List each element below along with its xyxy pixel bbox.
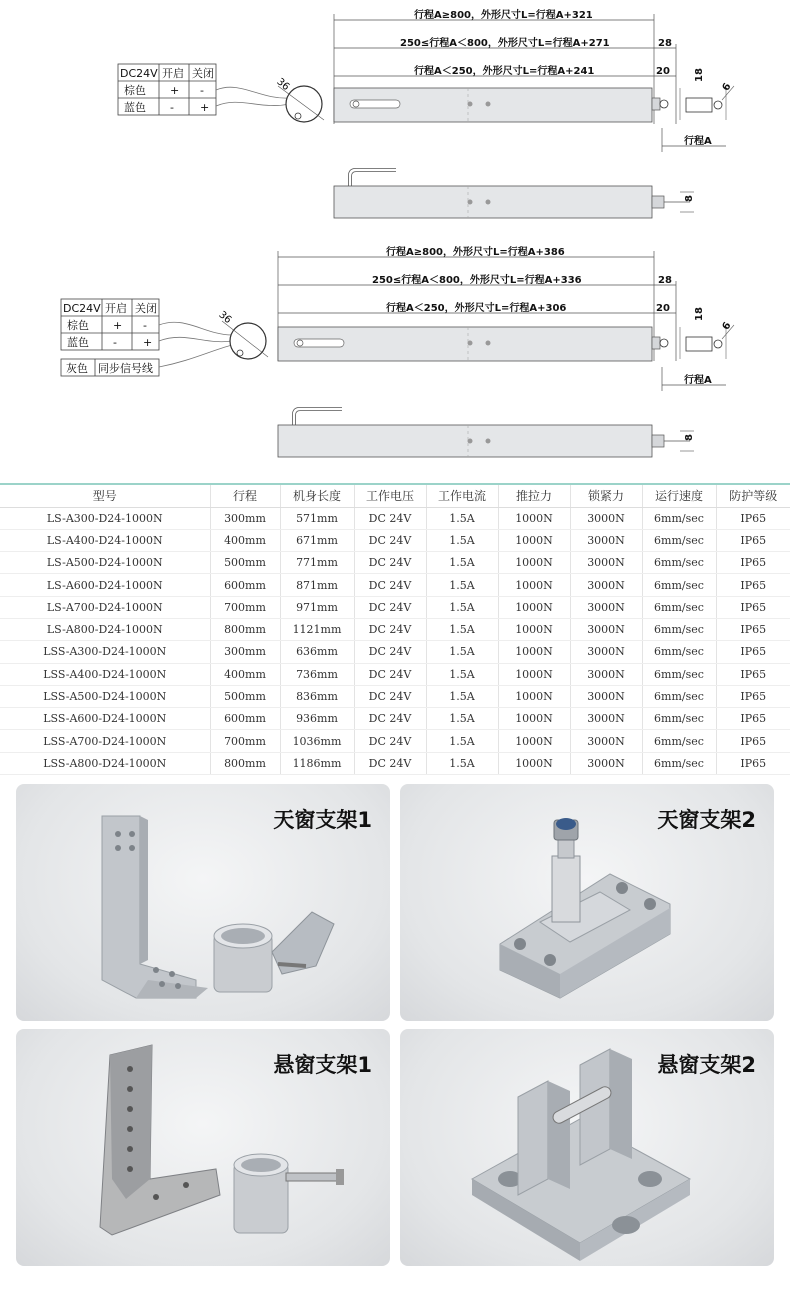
wiring-table-2 [61, 299, 159, 376]
spec-cell: DC 24V [354, 507, 426, 529]
spec-cell: 1.5A [426, 752, 498, 774]
spec-cell: 6mm/sec [642, 752, 716, 774]
stroke-label-2: 行程A [684, 375, 712, 386]
wiring-value: - [113, 336, 117, 349]
spec-cell: 971mm [280, 596, 354, 618]
wiring-value: + [143, 336, 153, 349]
spec-cell: 3000N [570, 574, 642, 596]
table-row [0, 596, 790, 618]
actuator-body-2 [278, 327, 668, 361]
spec-cell: DC 24V [354, 529, 426, 551]
photo-title: 天窗支架1 [273, 808, 372, 832]
spec-cell: IP65 [716, 574, 790, 596]
spec-cell: IP65 [716, 663, 790, 685]
spec-header-cell: 推拉力 [498, 484, 570, 507]
spec-cell: 1000N [498, 507, 570, 529]
spec-cell: 1000N [498, 596, 570, 618]
spec-cell: 3000N [570, 596, 642, 618]
spec-table [0, 483, 790, 775]
spec-cell: DC 24V [354, 618, 426, 640]
spec-cell: 600mm [210, 574, 280, 596]
spec-cell: 3000N [570, 641, 642, 663]
spec-header-cell: 机身长度 [280, 484, 354, 507]
table-row [0, 618, 790, 640]
spec-cell: 3000N [570, 730, 642, 752]
model-cell: LSS-A700-D24-1000N [0, 730, 210, 752]
spec-cell: DC 24V [354, 641, 426, 663]
photo-title: 悬窗支架1 [273, 1053, 372, 1077]
model-cell: LS-A700-D24-1000N [0, 596, 210, 618]
end-view-circle-1 [274, 76, 324, 122]
dimension-label-18: 18 [694, 307, 705, 321]
wiring-color-brown: 棕色 [67, 319, 89, 332]
spec-cell: 1.5A [426, 618, 498, 640]
table-row [0, 574, 790, 596]
spec-cell: 1000N [498, 663, 570, 685]
table-row [0, 685, 790, 707]
spec-cell: 1000N [498, 529, 570, 551]
spec-cell: 871mm [280, 574, 354, 596]
spec-cell: IP65 [716, 507, 790, 529]
spec-cell: 1.5A [426, 529, 498, 551]
dimension-label-short: 行程A＜250，外形尺寸L=行程A+241 [414, 66, 595, 77]
spec-cell: 1000N [498, 685, 570, 707]
table-row [0, 641, 790, 663]
photo-title: 天窗支架2 [657, 808, 756, 832]
spec-cell: DC 24V [354, 574, 426, 596]
dimension-label-8: 8 [684, 195, 695, 202]
spec-cell: 500mm [210, 552, 280, 574]
table-row [0, 529, 790, 551]
wiring-value: + [113, 319, 123, 332]
offset-label-20: 20 [656, 303, 670, 314]
dimension-label-6: 6 [720, 81, 734, 93]
photo-awning-bracket-2 [400, 1029, 774, 1266]
wiring-color-blue: 蓝色 [124, 101, 146, 114]
spec-cell: 6mm/sec [642, 507, 716, 529]
actuator-body-1 [334, 88, 668, 122]
spec-cell: 6mm/sec [642, 529, 716, 551]
photo-awning-bracket-1 [16, 1029, 390, 1266]
spec-cell: 1036mm [280, 730, 354, 752]
wiring-table-1 [118, 64, 216, 115]
actuator-diagram-2 [0, 235, 790, 475]
wiring-header-close: 关闭 [135, 302, 157, 315]
spec-cell: IP65 [716, 730, 790, 752]
spec-header-cell: 工作电压 [354, 484, 426, 507]
wiring-value: - [143, 319, 147, 332]
spec-cell: 1.5A [426, 641, 498, 663]
spec-cell: 6mm/sec [642, 730, 716, 752]
spec-cell: 1121mm [280, 618, 354, 640]
spec-header-cell: 型号 [0, 484, 210, 507]
spec-cell: 700mm [210, 730, 280, 752]
dimension-label-mid: 250≤行程A＜800，外形尺寸L=行程A+271 [400, 38, 610, 49]
model-cell: LSS-A500-D24-1000N [0, 685, 210, 707]
model-cell: LSS-A400-D24-1000N [0, 663, 210, 685]
spec-cell: 636mm [280, 641, 354, 663]
offset-label-28: 28 [658, 38, 672, 49]
spec-cell: 800mm [210, 752, 280, 774]
table-row [0, 752, 790, 774]
wiring-value: + [170, 84, 180, 97]
table-row [0, 730, 790, 752]
offset-label-28: 28 [658, 275, 672, 286]
wiring-value: - [170, 101, 174, 114]
wiring-header-open: 开启 [105, 302, 127, 315]
spec-cell: 6mm/sec [642, 596, 716, 618]
spec-cell: 3000N [570, 529, 642, 551]
spec-cell: 1.5A [426, 552, 498, 574]
photo-skylight-bracket-2 [400, 784, 774, 1021]
spec-cell: 771mm [280, 552, 354, 574]
model-cell: LSS-A300-D24-1000N [0, 641, 210, 663]
model-cell: LS-A800-D24-1000N [0, 618, 210, 640]
spec-cell: 800mm [210, 618, 280, 640]
spec-cell: 1.5A [426, 730, 498, 752]
spec-cell: IP65 [716, 529, 790, 551]
spec-cell: 3000N [570, 708, 642, 730]
actuator-retracted-2 [278, 409, 695, 457]
spec-cell: DC 24V [354, 685, 426, 707]
spec-cell: DC 24V [354, 730, 426, 752]
wiring-color-gray: 灰色 [66, 362, 88, 375]
spec-cell: 1000N [498, 752, 570, 774]
spec-cell: 836mm [280, 685, 354, 707]
spec-cell: DC 24V [354, 596, 426, 618]
spec-cell: 1.5A [426, 663, 498, 685]
photo-skylight-bracket-1 [16, 784, 390, 1021]
wiring-header-close: 关闭 [192, 67, 214, 80]
spec-cell: 3000N [570, 685, 642, 707]
spec-cell: IP65 [716, 596, 790, 618]
dimension-label-18: 18 [694, 68, 705, 82]
spec-cell: 6mm/sec [642, 708, 716, 730]
spec-cell: IP65 [716, 641, 790, 663]
spec-cell: 6mm/sec [642, 552, 716, 574]
spec-cell: 1.5A [426, 507, 498, 529]
spec-cell: 936mm [280, 708, 354, 730]
spec-table-header [0, 484, 790, 507]
spec-cell: 1186mm [280, 752, 354, 774]
spec-cell: IP65 [716, 618, 790, 640]
wiring-color-blue: 蓝色 [67, 336, 89, 349]
spec-cell: 400mm [210, 663, 280, 685]
spec-cell: 500mm [210, 685, 280, 707]
actuator-retracted-1 [334, 170, 695, 218]
dimension-label-mid: 250≤行程A＜800，外形尺寸L=行程A+336 [372, 275, 582, 286]
spec-cell: 6mm/sec [642, 685, 716, 707]
spec-header-cell: 锁紧力 [570, 484, 642, 507]
spec-cell: 671mm [280, 529, 354, 551]
cable-diameter-label: 36 [274, 76, 292, 93]
wiring-header-open: 开启 [162, 67, 184, 80]
spec-cell: 1.5A [426, 685, 498, 707]
wiring-color-brown: 棕色 [124, 84, 146, 97]
offset-label-20: 20 [656, 66, 670, 77]
table-row [0, 663, 790, 685]
table-row [0, 708, 790, 730]
table-row [0, 507, 790, 529]
spec-cell: 600mm [210, 708, 280, 730]
spec-cell: 3000N [570, 507, 642, 529]
model-cell: LS-A500-D24-1000N [0, 552, 210, 574]
dimension-label-long: 行程A≥800，外形尺寸L=行程A+386 [386, 247, 565, 258]
spec-cell: 6mm/sec [642, 574, 716, 596]
spec-cell: 400mm [210, 529, 280, 551]
spec-cell: IP65 [716, 685, 790, 707]
spec-cell: 736mm [280, 663, 354, 685]
dimension-label-short: 行程A＜250，外形尺寸L=行程A+306 [386, 303, 567, 314]
spec-cell: DC 24V [354, 663, 426, 685]
spec-cell: 1000N [498, 618, 570, 640]
spec-cell: 3000N [570, 618, 642, 640]
spec-header-cell: 工作电流 [426, 484, 498, 507]
spec-header-cell: 行程 [210, 484, 280, 507]
spec-cell: 1000N [498, 552, 570, 574]
spec-cell: 3000N [570, 552, 642, 574]
spec-cell: 300mm [210, 507, 280, 529]
spec-cell: 6mm/sec [642, 663, 716, 685]
model-cell: LSS-A600-D24-1000N [0, 708, 210, 730]
spec-cell: 1.5A [426, 574, 498, 596]
spec-cell: IP65 [716, 552, 790, 574]
photo-title: 悬窗支架2 [657, 1053, 756, 1077]
model-cell: LS-A300-D24-1000N [0, 507, 210, 529]
spec-cell: DC 24V [354, 752, 426, 774]
spec-cell: DC 24V [354, 708, 426, 730]
spec-header-cell: 运行速度 [642, 484, 716, 507]
spec-cell: 6mm/sec [642, 618, 716, 640]
dimension-label-6: 6 [720, 320, 734, 332]
spec-cell: IP65 [716, 752, 790, 774]
wiring-header-voltage: DC24V [120, 67, 158, 80]
actuator-diagram-1 [0, 0, 790, 235]
spec-cell: 6mm/sec [642, 641, 716, 663]
spec-cell: 1000N [498, 641, 570, 663]
dimension-label-8: 8 [684, 434, 695, 441]
spec-cell: 700mm [210, 596, 280, 618]
model-cell: LS-A600-D24-1000N [0, 574, 210, 596]
spec-header-cell: 防护等级 [716, 484, 790, 507]
spec-cell: 1.5A [426, 708, 498, 730]
spec-cell: 571mm [280, 507, 354, 529]
spec-cell: 300mm [210, 641, 280, 663]
wiring-value: + [200, 101, 210, 114]
spec-cell: IP65 [716, 708, 790, 730]
spec-cell: DC 24V [354, 552, 426, 574]
table-row [0, 552, 790, 574]
spec-table-body [0, 507, 790, 775]
dimension-label-long: 行程A≥800，外形尺寸L=行程A+321 [414, 10, 593, 21]
spec-cell: 1000N [498, 730, 570, 752]
cable-diameter-label: 36 [216, 309, 234, 326]
wiring-header-voltage: DC24V [63, 302, 101, 315]
spec-cell: 3000N [570, 752, 642, 774]
model-cell: LS-A400-D24-1000N [0, 529, 210, 551]
spec-cell: 1000N [498, 708, 570, 730]
spec-cell: 1000N [498, 574, 570, 596]
spec-cell: 3000N [570, 663, 642, 685]
sync-signal-label: 同步信号线 [98, 362, 153, 375]
stroke-label-1: 行程A [684, 136, 712, 147]
model-cell: LSS-A800-D24-1000N [0, 752, 210, 774]
wiring-value: - [200, 84, 204, 97]
spec-cell: 1.5A [426, 596, 498, 618]
